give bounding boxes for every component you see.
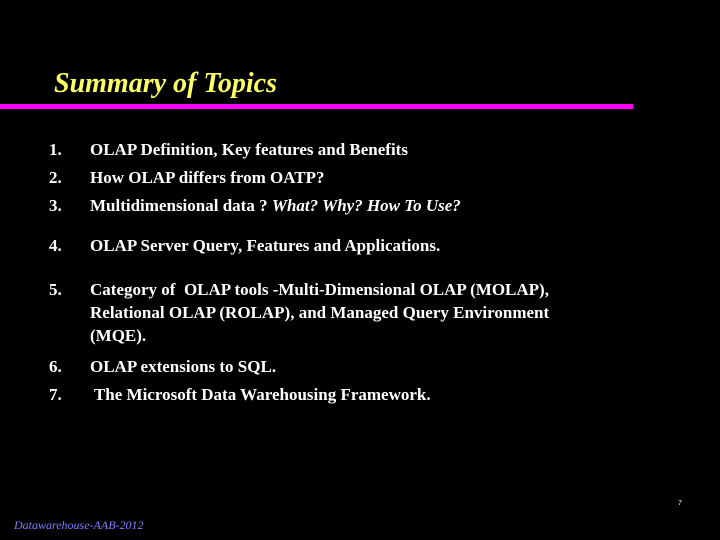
item-number: 7. (49, 385, 62, 404)
slide-title: Summary of Topics (54, 68, 277, 99)
item-text-line: Relational OLAP (ROLAP), and Managed Query Environment (90, 303, 550, 322)
item-text-line: (MQE). (90, 326, 147, 345)
item-number: 1. (49, 140, 62, 159)
item-text: The Microsoft Data Warehousing Framework. (90, 385, 431, 404)
item-text-plain: Multidimensional data ? (90, 196, 272, 215)
page-number: 7 (678, 500, 682, 507)
item-number: 3. (49, 196, 62, 215)
item-text (90, 278, 650, 347)
item-text: OLAP Definition, Key features and Benefits (90, 140, 408, 159)
item-number: 4. (49, 236, 62, 255)
item-text-line: Category of OLAP tools -Multi-Dimensional OLAP (MOLAP), (90, 280, 549, 299)
item-number: 6. (49, 357, 62, 376)
item-number: 5. (49, 280, 62, 299)
item-text-italic: What? Why? How To Use? (271, 196, 461, 215)
item-number: 2. (49, 168, 62, 187)
item-text (90, 194, 650, 217)
title-underline (0, 104, 633, 109)
item-text: OLAP Server Query, Features and Applications. (90, 236, 441, 255)
item-text: How OLAP differs from OATP? (90, 168, 325, 187)
footer-text: Datawarehouse-AAB-2012 (14, 518, 144, 532)
item-text: OLAP extensions to SQL. (90, 357, 277, 376)
